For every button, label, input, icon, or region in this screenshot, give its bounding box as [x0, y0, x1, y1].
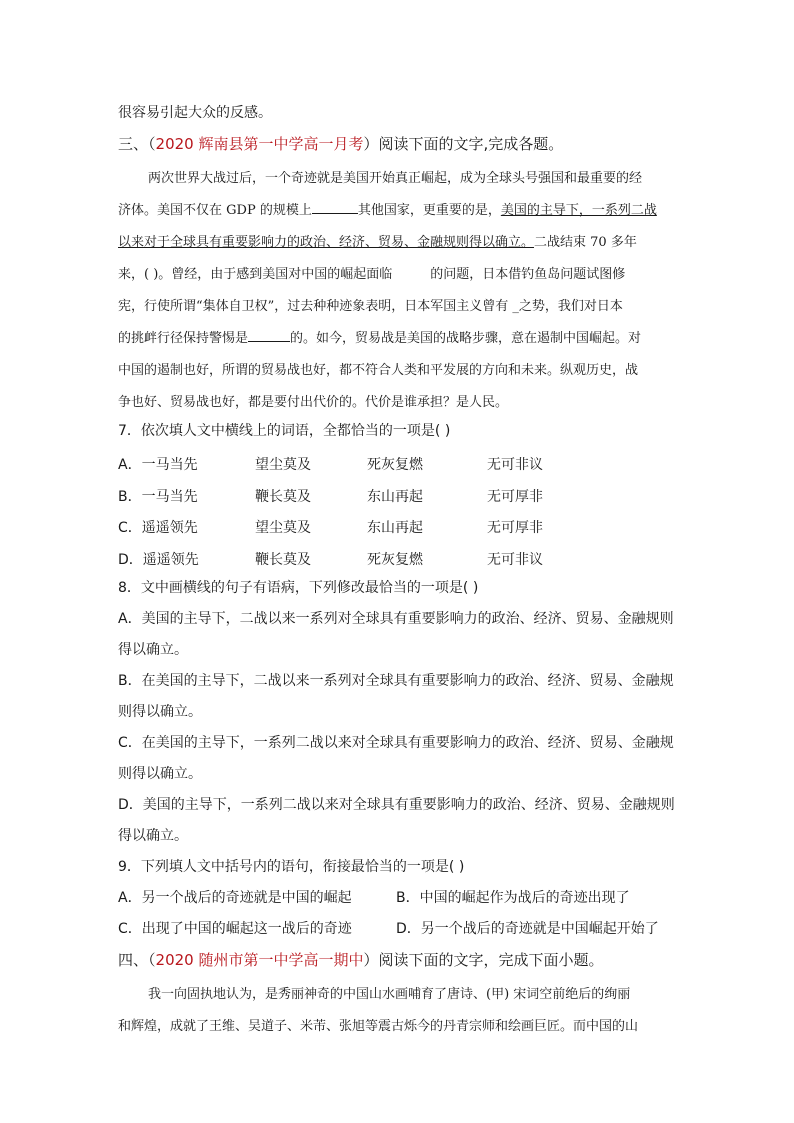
- question-7-option-c[interactable]: [118, 517, 678, 535]
- option-word-4: 无可非议: [487, 457, 543, 473]
- option-word-2: 望尘莫及: [255, 520, 311, 536]
- underlined-sentence-part-2: 以来对于全球具有重要影响力的政治、经济、贸易、金融规则得以确立。: [118, 235, 535, 250]
- section-3-source: 2020 辉南县第一中学高一月考: [155, 135, 364, 153]
- passage-1-line-4-b: 的问题，日本借钓鱼岛问题试图修: [430, 267, 626, 282]
- question-9-option-d[interactable]: D．另一个战后的奇迹就是中国崛起开始了: [396, 921, 659, 937]
- passage-2-line-1: 我一向固执地认为，是秀丽神奇的中国山水画哺育了唐诗、(甲) 宋词空前绝后的绚丽: [148, 987, 631, 1002]
- question-8-stem: 8．文中画横线的句子有语病，下列修改最恰当的一项是( ): [118, 580, 479, 596]
- passage-1-line-2: [118, 199, 678, 218]
- passage-1-line-2-b: 其他国家，更重要的是，: [357, 203, 501, 218]
- option-word-4: 无可非议: [487, 552, 543, 568]
- section-4-number: 四、: [118, 951, 149, 969]
- option-label: D．遥遥领先: [118, 552, 199, 568]
- question-8-option-c-cont: 则得以确立。: [118, 766, 202, 782]
- option-label: A．一马当先: [118, 457, 198, 473]
- passage-1-line-4: [118, 263, 678, 282]
- passage-1-line-4-a: 来，( )。曾经，由于感到美国对中国的崛起面临: [118, 267, 393, 282]
- section-4-heading: [118, 951, 604, 969]
- section-3-instruction: 阅读下面的文字,完成各题。: [378, 135, 564, 153]
- question-8-option-d[interactable]: D．美国的主导下，一系列二战以来对全球具有重要影响力的政治、经济、贸易、金融规则: [118, 797, 675, 813]
- option-word-2: 鞭长莫及: [255, 489, 311, 505]
- passage-1-line-6: [118, 327, 678, 346]
- section-3-open-paren: （: [148, 135, 156, 153]
- question-8-option-b-cont: 则得以确立。: [118, 704, 202, 720]
- option-word-4: 无可厚非: [487, 489, 543, 505]
- continued-text: 很容易引起大众的反感。: [118, 105, 272, 121]
- question-8-option-a[interactable]: A．美国的主导下，二战以来一系列对全球具有重要影响力的政治、经济、贸易、金融规则: [118, 611, 674, 627]
- question-7-option-d[interactable]: [118, 549, 678, 567]
- passage-1-line-7: 中国的遏制也好，所谓的贸易战也好，都不符合人类和平发展的方向和未来。纵观历史，战: [118, 363, 639, 378]
- question-8-option-c[interactable]: C．在美国的主导下，一系列二战以来对全球具有重要影响力的政治、经济、贸易、金融规: [118, 735, 674, 751]
- question-9-stem: 9．下列填人文中括号内的语句，衔接最恰当的一项是( ): [118, 859, 465, 875]
- option-word-3: 死灰复燃: [367, 457, 423, 473]
- passage-1-line-2-a: 济体。美国不仅在 GDP 的规模上: [118, 203, 312, 218]
- passage-1-line-5: 宪，行使所谓“集体自卫权”，过去种种迹象表明，日本军国主义曾有 _之势，我们对日本: [118, 299, 623, 314]
- option-word-4: 无可厚非: [487, 520, 543, 536]
- fill-blank-4: [248, 329, 290, 342]
- question-8-option-b[interactable]: B．在美国的主导下，二战以来一系列对全球具有重要影响力的政治、经济、贸易、金融规: [118, 673, 674, 689]
- passage-1-line-3-b: 二战结束 70 多年: [534, 235, 637, 250]
- option-label: C．遥遥领先: [118, 520, 198, 536]
- passage-1-line-1: 两次世界大战过后，一个奇迹就是美国开始真正崛起，成为全球头号强国和最重要的经: [148, 171, 643, 186]
- section-3-close-paren: ）: [363, 135, 379, 153]
- section-3-number: 三、: [118, 135, 149, 153]
- question-7-option-b[interactable]: [118, 486, 678, 504]
- question-9-option-b[interactable]: B．中国的崛起作为战后的奇迹出现了: [396, 890, 630, 906]
- option-word-3: 东山再起: [367, 489, 423, 505]
- passage-1-line-8: 争也好、贸易战也好，都是要付出代价的。代价是谁承担？是人民。: [118, 395, 509, 410]
- question-8-option-d-cont: 得以确立。: [118, 828, 188, 844]
- passage-1-line-6-b: 的。如今，贸易战是美国的战略步骤，意在遏制中国崛起。对: [290, 331, 642, 346]
- passage-1-line-6-a: 的挑衅行径保持警惕是: [118, 331, 249, 346]
- passage-1-line-3: [118, 231, 678, 250]
- question-7-stem: 7．依次填人文中横线上的词语，全都恰当的一项是( ): [118, 423, 451, 439]
- option-word-2: 鞭长莫及: [255, 552, 311, 568]
- passage-2-line-2: 和辉煌，成就了王维、吴道子、米芾、张旭等震古烁今的丹青宗师和绘画巨匠。而中国的山: [118, 1019, 639, 1034]
- option-label: B．一马当先: [118, 489, 198, 505]
- section-4-source: 2020 随州市第一中学高一期中: [155, 951, 364, 969]
- option-word-3: 东山再起: [367, 520, 423, 536]
- section-3-heading: [118, 135, 563, 153]
- section-4-close-paren: ）: [363, 951, 379, 969]
- underlined-sentence-part-1: 美国的主导下，一系列二战: [500, 203, 657, 218]
- fill-blank-1: [312, 201, 358, 214]
- question-9-option-a[interactable]: A．另一个战后的奇迹就是中国的崛起: [118, 890, 352, 906]
- option-word-2: 望尘莫及: [255, 457, 311, 473]
- option-word-3: 死灰复燃: [367, 552, 423, 568]
- question-7-option-a[interactable]: [118, 454, 678, 472]
- question-9-option-c[interactable]: C．出现了中国的崛起这一战后的奇迹: [118, 921, 352, 937]
- section-4-instruction: 阅读下面的文字，完成下面小题。: [378, 951, 604, 969]
- question-8-option-a-cont: 得以确立。: [118, 642, 188, 658]
- section-4-open-paren: （: [148, 951, 156, 969]
